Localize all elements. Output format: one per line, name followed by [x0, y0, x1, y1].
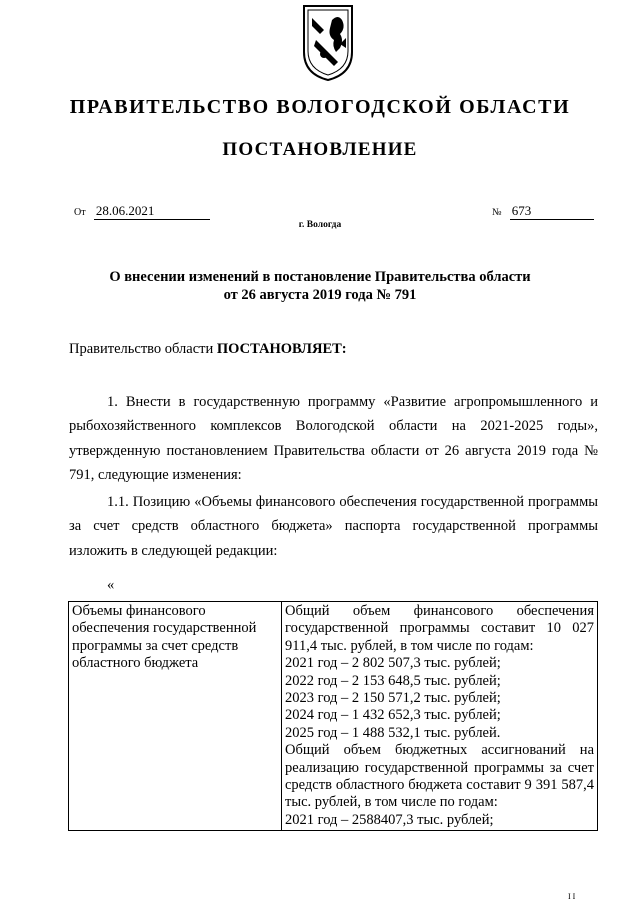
table-line: Общий объем финансового обеспечения государственной программы составит 10 027 911,4 тыс. рублей, в том числе по годам: — [285, 603, 594, 654]
table-line: 2022 год – 2 153 648,5 тыс. рублей; — [285, 672, 501, 689]
preamble — [69, 337, 598, 361]
financing-table — [68, 601, 598, 831]
table-line: 2021 год – 2588407,3 тыс. рублей; — [285, 811, 494, 828]
page-mark: I I — [568, 892, 576, 901]
table-line: Общий объем бюджетных ассигнований на реализацию государственной программы за счет средств областного бюджета составит 9 391 587,4 тыс. рублей, в том числе по годам: — [285, 742, 594, 811]
paragraph-1: 1. Внести в государственную программу «Развитие агропромышленного и рыбохозяйственного комплексов Вологодской области на 2021-2025 годы», утвержденную постановлением Правительства области от 26 августа 2019 года № 791, следующие изменения: — [69, 394, 598, 484]
city: г. Вологда — [298, 220, 342, 230]
table-row — [69, 602, 598, 831]
organization-name: ПРАВИТЕЛЬСТВО ВОЛОГОДСКОЙ ОБЛАСТИ — [69, 96, 571, 118]
date-label: От — [74, 207, 86, 218]
number-field — [492, 203, 594, 220]
preamble-text: Правительство области — [69, 341, 217, 357]
document-title — [0, 268, 640, 304]
title-line-1: О внесении изменений в постановление Правительства области — [109, 269, 531, 285]
number-label: № — [492, 207, 502, 218]
table-line: 2023 год – 2 150 571,2 тыс. рублей; — [285, 690, 501, 707]
preamble-bold: ПОСТАНОВЛЯЕТ: — [216, 341, 347, 357]
date-field — [74, 203, 210, 220]
number-value: 673 — [510, 203, 594, 220]
table-cell-values — [282, 602, 598, 831]
table-cell-label: Объемы финансового обеспечения государственной программы за счет средств областного бюджета — [69, 602, 282, 831]
table-line: 2024 год – 1 432 652,3 тыс. рублей; — [285, 707, 501, 724]
date-value: 28.06.2021 — [94, 203, 210, 220]
document-type: ПОСТАНОВЛЕНИЕ — [222, 139, 418, 160]
title-line-2: от 26 августа 2019 года № 791 — [223, 287, 417, 303]
quote-open: « — [107, 577, 115, 593]
table-line: 2021 год – 2 802 507,3 тыс. рублей; — [285, 655, 501, 672]
coat-of-arms-icon — [302, 4, 354, 82]
table-line: 2025 год – 1 488 532,1 тыс. рублей. — [285, 724, 501, 741]
paragraph-1-1: 1.1. Позицию «Объемы финансового обеспечения государственной программы за счет средств областного бюджета» паспорта государственной программы изложить в следующей редакции: — [69, 494, 598, 559]
